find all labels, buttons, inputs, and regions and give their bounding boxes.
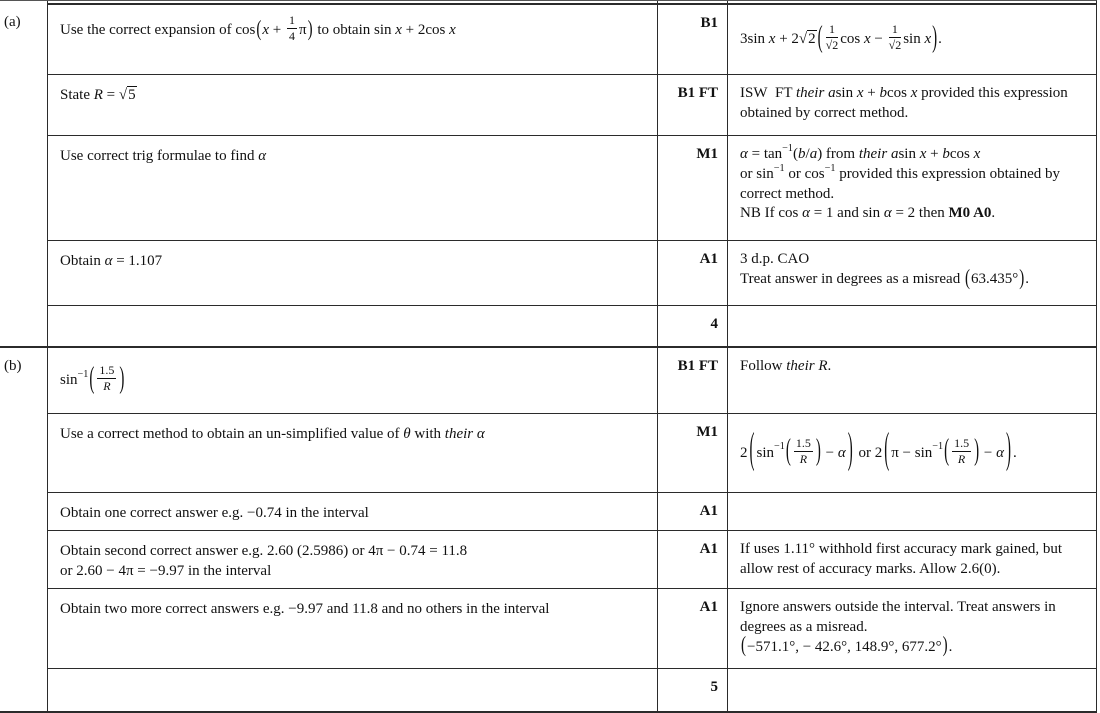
subtotal-spacer xyxy=(48,669,658,711)
subtotal-comment xyxy=(728,669,1097,711)
subtotal-spacer xyxy=(48,306,658,346)
description-cell: Obtain α = 1.107 xyxy=(48,241,658,306)
description-cell: Obtain second correct answer e.g. 2.60 (2.5986) or 4π − 0.74 = 11.8 or 2.60 − 4π = −9.97 in the interval xyxy=(48,531,658,589)
comment-cell: Follow their R. xyxy=(728,348,1097,414)
description-cell: $\sin^{-1}$( $\frac{1.5}{R}$ ) xyxy=(48,348,658,414)
comment-cell: 3 d.p. CAO Treat answer in degrees as a misread (63.435°). xyxy=(728,241,1097,306)
part-label: (b) xyxy=(0,348,48,711)
mark-cell: M1 xyxy=(658,136,728,241)
mark-cell: A1 xyxy=(658,241,728,306)
mark-cell: M1 xyxy=(658,414,728,493)
description-cell: Obtain one correct answer e.g. −0.74 in the interval xyxy=(48,493,658,531)
mark-cell: B1 FT xyxy=(658,348,728,414)
subtotal-cell: 4 xyxy=(658,306,728,346)
mark-cell: A1 xyxy=(658,493,728,531)
mark-cell: A1 xyxy=(658,589,728,669)
section-a xyxy=(0,4,1096,346)
subtotal-cell: 5 xyxy=(658,669,728,711)
mark-cell: B1 FT xyxy=(658,75,728,136)
comment-cell: $\alpha = \tan^{-1}(b/a)$ from their asin x + bcos x or $\sin^{-1}$ or $\cos^{-1}$ provided this expression obtained by correct method. NB If cos α = 1 and sin α = 2 then M0 A0. xyxy=(728,136,1097,241)
part-label: (a) xyxy=(0,4,48,346)
comment-cell: If uses 1.11° withhold first accuracy mark gained, but allow rest of accuracy marks. Allow 2.6(0). xyxy=(728,531,1097,589)
comment-cell: 2 ( $\sin^{-1}$( $\frac{1.5}{R}$ ) − α ) or 2 ( $\pi - \sin^{-1}$( $\frac{1.5}{R}$ ) − α ) . xyxy=(728,414,1097,493)
mark-cell: A1 xyxy=(658,531,728,589)
section-b xyxy=(0,346,1096,711)
comment-cell: Ignore answers outside the interval. Treat answers in degrees as a misread. (−571.1°, − 42.6°, 148.9°, 677.2°). xyxy=(728,589,1097,669)
description-cell: State R = √5 xyxy=(48,75,658,136)
description-cell: Use correct trig formulae to find α xyxy=(48,136,658,241)
subtotal-comment xyxy=(728,306,1097,346)
comment-cell xyxy=(728,493,1097,531)
description-cell: Obtain two more correct answers e.g. −9.97 and 11.8 and no others in the interval xyxy=(48,589,658,669)
description-cell: Use the correct expansion of cos(x + $\frac{1}{4}$ π) to obtain sin x + 2cos x xyxy=(48,4,658,75)
comment-cell: ISW FT their asin x + bcos x provided this expression obtained by correct method. xyxy=(728,75,1097,136)
mark-cell: B1 xyxy=(658,4,728,75)
description-cell: Use a correct method to obtain an un-simplified value of θ with their α xyxy=(48,414,658,493)
comment-cell: 3sin x + 2√2 ( $\frac{1}{√2}$ cos x − $\frac{1}{√2}$ sin x). xyxy=(728,4,1097,75)
